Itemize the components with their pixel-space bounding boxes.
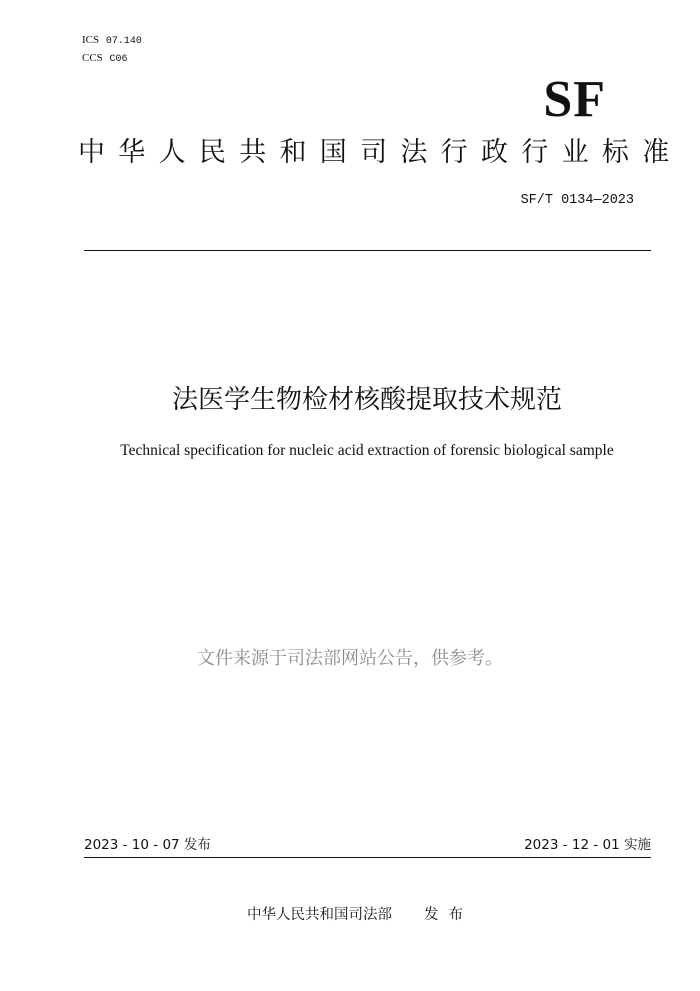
ics-classification [82, 34, 142, 48]
issuer-action: 发布 [424, 907, 473, 923]
ccs-classification [82, 52, 128, 66]
standard-number: SF/T 0134—2023 [520, 193, 634, 208]
org-title: 中华人民共和国司法行政行业标准 [78, 137, 683, 168]
sf-logo: SF [543, 71, 606, 128]
issuer-line [0, 905, 700, 925]
ccs-label: CCS [82, 52, 103, 64]
source-watermark: 文件来源于司法部网站公告，供参考。 [197, 648, 503, 669]
ccs-code: C06 [109, 54, 128, 65]
ics-label: ICS [82, 34, 100, 46]
document-title-zh: 法医学生物检材核酸提取技术规范 [171, 385, 562, 415]
ics-code: 07.140 [105, 36, 142, 47]
implementation-date: 2023 - 12 - 01 实施 [524, 837, 651, 853]
footer-divider [84, 857, 651, 858]
issue-date: 2023 - 10 - 07 发布 [84, 837, 211, 853]
document-title-en: Technical specification for nucleic acid extraction of forensic biological sample [120, 442, 614, 459]
issuer-name: 中华人民共和国司法部 [247, 907, 392, 923]
header-divider [84, 250, 651, 251]
